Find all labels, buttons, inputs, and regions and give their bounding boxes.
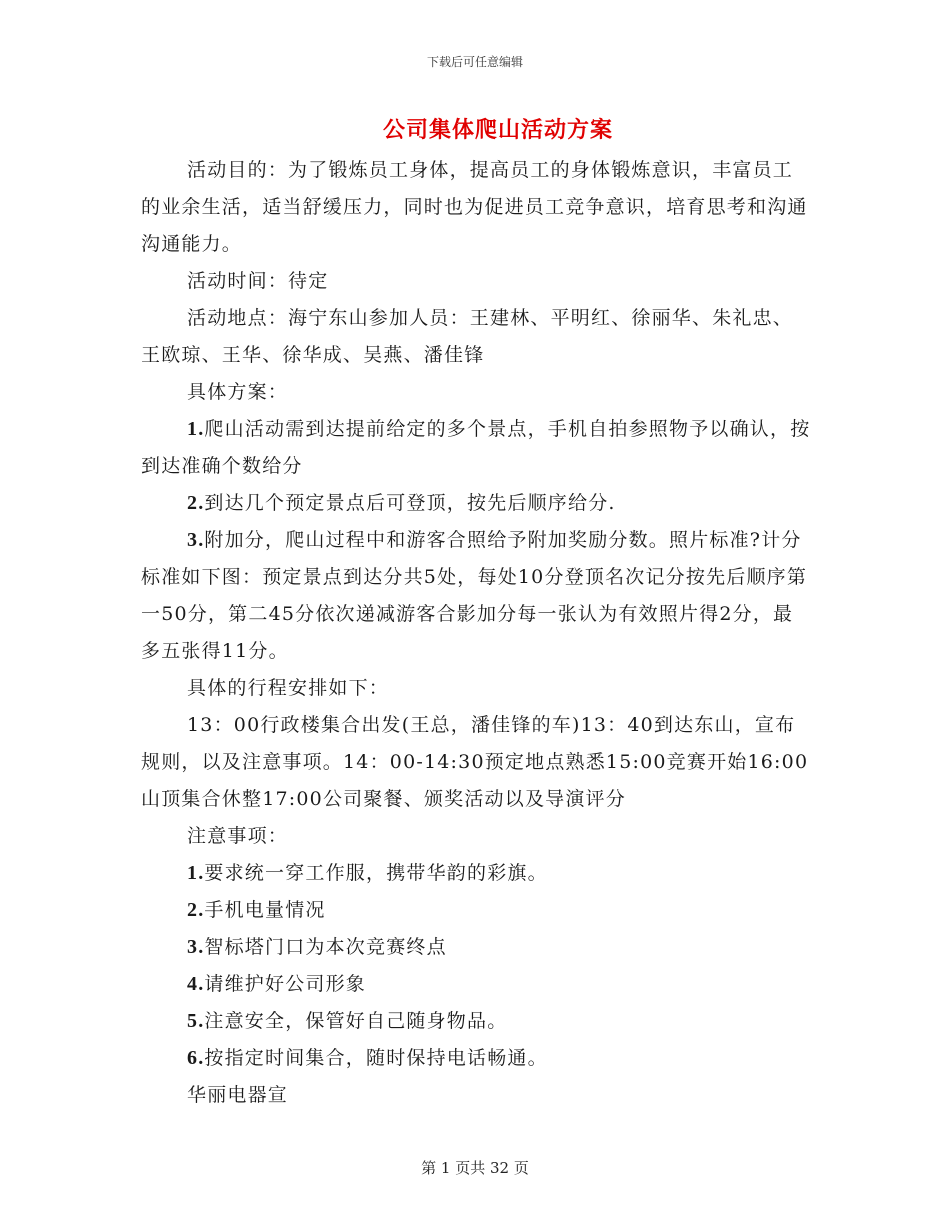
- notes-heading: 注意事项：: [187, 825, 289, 847]
- item-text: 手机电量情况: [204, 899, 326, 921]
- note-item: [141, 1003, 813, 1040]
- plan-heading: 具体方案：: [187, 381, 289, 403]
- paragraph-location: 活动地点：海宁东山参加人员：王建林、平明红、徐丽华、朱礼忠、王欧琼、王华、徐华成、吴燕、潘佳锋: [141, 307, 794, 366]
- item-number: 3.: [187, 936, 205, 958]
- item-text: 请维护好公司形象: [204, 973, 367, 995]
- closing-line: 华丽电器宣: [187, 1084, 289, 1106]
- note-item: [141, 966, 813, 1003]
- paragraph-time: 活动时间：待定: [187, 270, 329, 292]
- item-number: 6.: [187, 1047, 205, 1069]
- plan-item: [141, 411, 813, 485]
- item-text: 到达几个预定景点后可登顶，按先后顺序给分.: [204, 492, 616, 514]
- plan-item: [141, 522, 813, 670]
- item-number: 3.: [187, 529, 205, 551]
- note-item: [141, 855, 813, 892]
- schedule-text: 13：00行政楼集合出发(王总，潘佳锋的车)13：40到达东山，宣布规则，以及注意事项。14：00-14:30预定地点熟悉15:00竞赛开始16:00山顶集合休整17:00公司聚餐、颁奖活动以及导演评分: [141, 714, 809, 810]
- item-text: 附加分，爬山过程中和游客合照给予附加奖励分数。照片标准?计分标准如下图：预定景点到达分共5处，每处10分登顶名次记分按先后顺序第一50分，第二45分依次递减游客合影加分每一张认为有效照片得2分，最多五张得11分。: [141, 529, 808, 662]
- item-text: 要求统一穿工作服，携带华韵的彩旗。: [204, 862, 548, 884]
- item-text: 爬山活动需到达提前给定的多个景点，手机自拍参照物予以确认，按到达准确个数给分: [141, 418, 811, 477]
- schedule-heading: 具体的行程安排如下：: [187, 677, 390, 699]
- note-item: [141, 929, 813, 966]
- item-text: 注意安全，保管好自己随身物品。: [204, 1010, 508, 1032]
- paragraph-purpose: 活动目的：为了锻炼员工身体，提高员工的身体锻炼意识，丰富员工的业余生活，适当舒缓压力，同时也为促进员工竞争意识，培育思考和沟通沟通能力。: [141, 159, 808, 255]
- document-body: [141, 152, 813, 1114]
- page-footer: 第 1 页共 32 页: [421, 1159, 529, 1177]
- item-number: 4.: [187, 973, 205, 995]
- item-number: 1.: [187, 418, 205, 440]
- note-item: [141, 1040, 813, 1077]
- page-header: 下载后可任意编辑: [426, 55, 523, 69]
- item-number: 2.: [187, 492, 205, 514]
- item-text: 智标塔门口为本次竞赛终点: [204, 936, 447, 958]
- document-title: 公司集体爬山活动方案: [382, 117, 613, 143]
- note-item: [141, 892, 813, 929]
- item-text: 按指定时间集合，随时保持电话畅通。: [204, 1047, 548, 1069]
- item-number: 2.: [187, 899, 205, 921]
- item-number: 5.: [187, 1010, 205, 1032]
- item-number: 1.: [187, 862, 205, 884]
- plan-item: [141, 485, 813, 522]
